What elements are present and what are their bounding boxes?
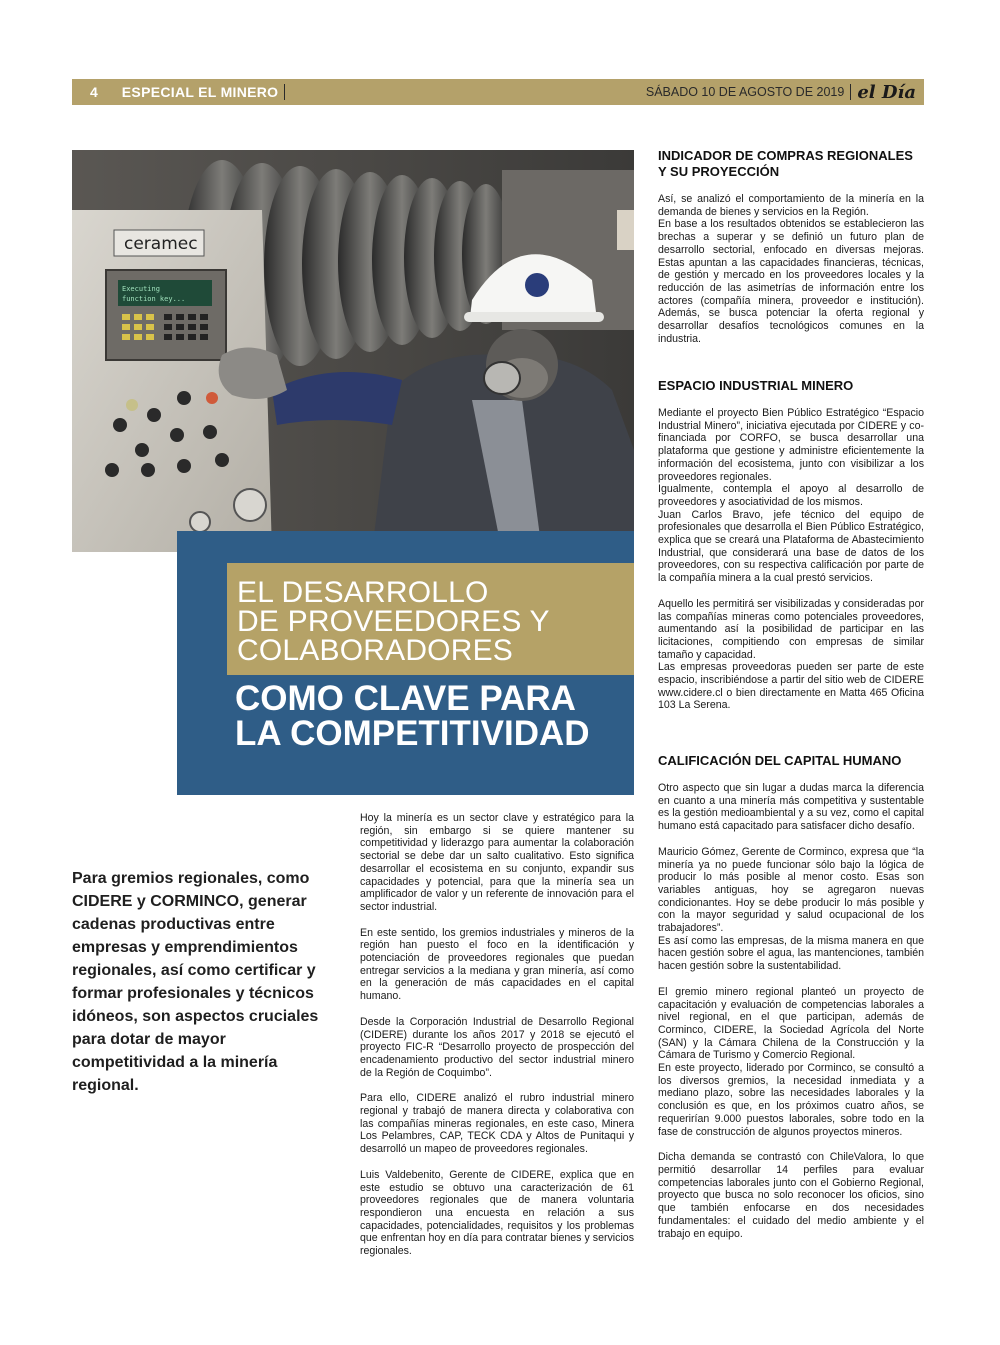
paragraph: Es así como las empresas, de la misma manera en que hacen gestión sobre el agua, las mantenciones, también hacen gestión sobre la sustentabilidad. <box>658 934 924 973</box>
newspaper-logo: el Día <box>857 81 916 103</box>
paragraph: Aquello les permitirá ser visibilizadas y consideradas por las compañías mineras como potenciales proveedores, aumentando así la posibilidad de participar en las licitaciones, compitiendo con empresas de similar tamaño y capacidad. <box>658 597 924 661</box>
paragraph: Las empresas proveedoras pueden ser parte de este espacio, inscribiéndose a partir del sitio web de CIDERE www.cidere.cl o bien directamente en Matta 465 Oficina 103 La Serena. <box>658 661 924 712</box>
paragraph: Luis Valdebenito, Gerente de CIDERE, explica que en este estudio se obtuvo una caracterización de 61 proveedores regionales que de manera voluntaria respondieron una encuesta en relación a sus capacidades, potencialidades, requisitos y los problemas que enfrentan hoy en día para contratar bienes y servicios regionales. <box>360 1168 634 1258</box>
header-divider <box>850 84 851 100</box>
panel-brand-label: ceramec <box>124 234 198 254</box>
section-heading: CALIFICACIÓN DEL CAPITAL HUMANO <box>658 753 902 768</box>
section-capital-humano <box>658 753 924 1253</box>
section-heading: ESPACIO INDUSTRIAL MINERO <box>658 378 854 393</box>
article-body-column <box>360 812 634 1271</box>
screen-line-1: Executing <box>122 285 160 293</box>
worker-at-control-panel-illustration <box>72 150 634 552</box>
paragraph: En este proyecto, liderado por Corminco, se consultó a los diversos gremios, la necesidad inmediata y a mediano plazo, sobre las necesidades laborales y la conclusión es que, en los próximos cuatro años, se requerirían 9.000 puestos laborales, sobre todo en la fase de construcción de algunos proyectos mineros. <box>658 1062 924 1138</box>
section-heading: INDICADOR DE COMPRAS REGIONALES Y SU PROYECCIÓN <box>658 148 913 179</box>
screen-line-2: function key... <box>122 295 186 303</box>
section-title: ESPECIAL EL MINERO <box>121 84 279 100</box>
headline-line: COMO CLAVE PARA <box>235 679 576 718</box>
article-lead: Para gremios regionales, como CIDERE y CORMINCO, generar cadenas productivas entre empresas y emprendimientos regionales, así como certificar y formar profesionales y técnicos idóneos, son aspectos cruciales para dotar de mayor competitividad a la minería regional. <box>72 870 319 1094</box>
headline-line: LA COMPETITIVIDAD <box>235 714 590 753</box>
page-header <box>72 79 924 105</box>
paragraph: Para ello, CIDERE analizó el rubro industrial minero regional y trabajó de manera directa y colaborativa con las compañías mineras regionales, en este caso, Minera Los Pelambres, CAP, TECK CDA y Altos de Punitaqui y desarrolló un mapeo de proveedores regionales. <box>360 1092 634 1156</box>
paragraph: En este sentido, los gremios industriales y mineros de la región han puesto el foco en la identificación y potenciación de proveedores regionales que puedan entregar servicios a la mediana y gran minería, así como en la generación de más capacidades en el capital humano. <box>360 926 634 1003</box>
headline-lower <box>235 681 625 751</box>
paragraph: Así, se analizó el comportamiento de la minería en la demanda de bienes y servicios en la Región. <box>658 193 924 218</box>
headline-line: DE PROVEEDORES Y <box>237 605 550 638</box>
keypad <box>122 314 154 340</box>
paragraph: El gremio minero regional planteó un proyecto de capacitación y evaluación de competencias laborales a nivel regional, en el que participan, además de Corminco, CIDERE, la Sociedad Agrícola del Norte (SAN) y la Cámara Chilena de la Construcción y la Cámara de Turismo y Comercio Regional. <box>658 985 924 1062</box>
paragraph: Juan Carlos Bravo, jefe técnico del equipo de profesionales que desarrolla el Bien Público Estratégico, explica que se creará una Plataforma de Abastecimiento Industrial, que considerará una base de datos de los proveedores, con su respectiva calificación por parte de la compañía minera a la cual prestó servicios. <box>658 508 924 585</box>
paragraph: Hoy la minería es un sector clave y estratégico para la región, sin embargo si se quiere mantener su competitividad y liderazgo para aumentar la colaboración sectorial se debe dar un salto cualitativo. Esto significa desarrollar el ecosistema en su conjunto, expandir sus capacidades y potencial, para que la minería sea un amplificador de valor y un referente de innovación para el sector industrial. <box>360 812 634 913</box>
headline-line: EL DESARROLLO <box>237 576 489 609</box>
issue-date: SÁBADO 10 DE AGOSTO DE 2019 <box>645 85 845 99</box>
paragraph: Dicha demanda se contrastó con ChileValora, lo que permitió desarrollar 14 perfiles para evaluar competencias laborales junto con el Gobierno Regional, proyecto que busca no solo reconocer los oficios, sino que también enfocarse en dos necesidades fundamentales: el cuidado del medio ambiente y el trabajo en equipo. <box>658 1151 924 1240</box>
paragraph: En base a los resultados obtenidos se establecieron las brechas a superar y se definió un futuro plan de desarrollo sectorial, enfocado en diversas mejoras. Estas apuntan a las capacidades financieras, técnicas, de gestión y mercado en los proveedores locales y la reducción de las asimetrías de información entre los actores (compañía minera, proveedor e institución). Además, se busca potenciar la oferta regional y desarrollar desafíos tecnológicos comunes en la industria. <box>658 218 924 345</box>
paragraph: Mauricio Gómez, Gerente de Corminco, expresa que “la minería ya no puede funcionar sólo bajo la lógica de producir lo más posible al menor costo. Esas son variables antiguas, hoy se agregaron nuevas condicionantes. Hoy se debe producir lo más posible y con la mayor seguridad y salud ocupacional de los trabajadores”. <box>658 845 924 935</box>
paragraph: Desde la Corporación Industrial de Desarrollo Regional (CIDERE) durante los años 2017 y 2018 se ejecutó el proyecto FIC-R “Desarrollo proyecto de prospección del encadenamiento productivo del sector industrial minero de la Región de Coquimbo”. <box>360 1015 634 1079</box>
page-number: 4 <box>90 84 98 100</box>
header-divider <box>284 84 285 100</box>
article-photo <box>72 150 634 552</box>
paragraph: Igualmente, contempla el apoyo al desarrollo de proveedores y asociatividad de los mismos. <box>658 483 924 508</box>
paragraph: Mediante el proyecto Bien Público Estratégico “Espacio Industrial Minero”, iniciativa ejecutada por CIDERE y co-financiada por CORFO, se busca desarrollar una plataforma que gestione y administre eficientemente la información del ecosistema, junto con visibilizar a los proveedores regionales. <box>658 407 924 483</box>
section-espacio-industrial <box>658 378 924 725</box>
headline-line: COLABORADORES <box>237 634 513 667</box>
headline-upper <box>237 578 627 665</box>
paragraph: Otro aspecto que sin lugar a dudas marca la diferencia en cuanto a una minería más competitiva y sustentable es la gestión medioambiental y a su vez, como el capital humano está capacitado para satisfacer dicho desafío. <box>658 782 924 833</box>
section-compras <box>658 148 924 358</box>
headline-box <box>177 531 634 795</box>
